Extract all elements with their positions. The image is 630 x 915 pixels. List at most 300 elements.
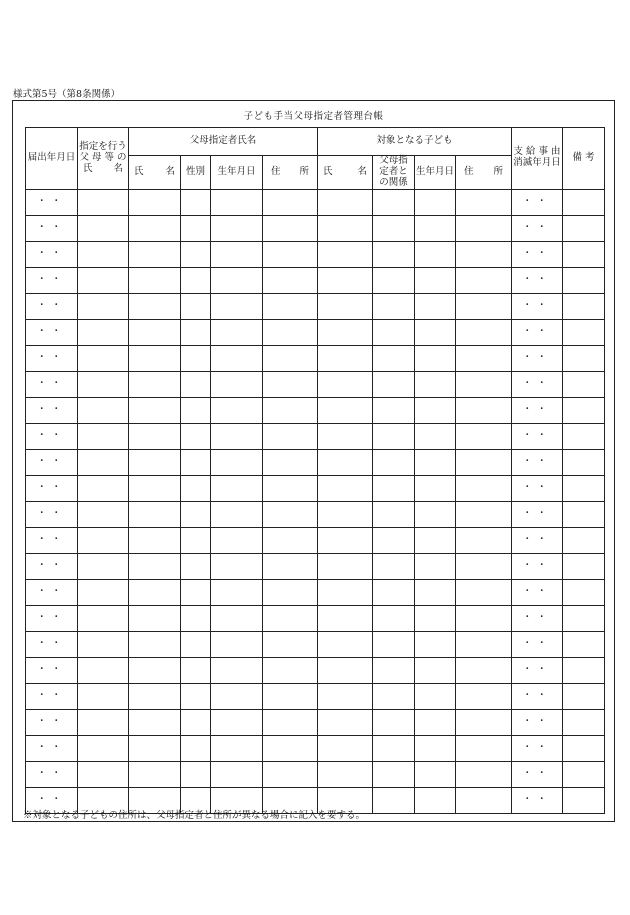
ledger-cell[interactable] (129, 631, 181, 657)
ledger-cell[interactable] (563, 501, 605, 527)
ledger-cell[interactable] (373, 267, 415, 293)
ledger-cell[interactable] (415, 397, 456, 423)
header-designee-address-b: 所 (299, 165, 309, 177)
header-designee-address (263, 156, 318, 190)
ledger-cell[interactable] (563, 631, 605, 657)
ledger-cell[interactable] (563, 787, 605, 813)
ledger-cell[interactable] (456, 787, 512, 813)
ledger-cell[interactable] (78, 397, 129, 423)
ledger-cell[interactable] (563, 189, 605, 215)
ledger-cell[interactable] (373, 215, 415, 241)
ledger-cell[interactable] (181, 553, 211, 579)
ledger-cell[interactable] (211, 553, 263, 579)
notification-date-cell[interactable]: ・・ (26, 709, 78, 735)
notification-date-cell[interactable]: ・・ (26, 371, 78, 397)
reason-date-cell[interactable]: ・・ (512, 371, 563, 397)
ledger-cell[interactable] (456, 215, 512, 241)
header-reason-line2: 消滅年月日 (513, 157, 561, 169)
notification-date-cell[interactable]: ・・ (26, 787, 78, 813)
ledger-cell[interactable] (373, 319, 415, 345)
ledger-cell[interactable] (181, 345, 211, 371)
ledger-cell[interactable] (211, 397, 263, 423)
ledger-cell[interactable] (211, 631, 263, 657)
ledger-cell[interactable] (373, 293, 415, 319)
ledger-cell[interactable] (211, 527, 263, 553)
ledger-cell[interactable] (78, 579, 129, 605)
ledger-cell[interactable] (563, 215, 605, 241)
reason-date-cell[interactable]: ・・ (512, 709, 563, 735)
ledger-cell[interactable] (263, 605, 318, 631)
ledger-cell[interactable] (129, 371, 181, 397)
ledger-cell[interactable] (211, 189, 263, 215)
ledger-cell[interactable] (211, 735, 263, 761)
ledger-cell[interactable] (318, 345, 373, 371)
ledger-cell[interactable] (263, 657, 318, 683)
notification-date-cell[interactable]: ・・ (26, 527, 78, 553)
ledger-cell[interactable] (78, 241, 129, 267)
ledger-cell[interactable] (181, 241, 211, 267)
notification-date-cell[interactable]: ・・ (26, 319, 78, 345)
ledger-cell[interactable] (415, 605, 456, 631)
ledger-cell[interactable] (263, 215, 318, 241)
ledger-cell[interactable] (78, 605, 129, 631)
ledger-cell[interactable] (211, 475, 263, 501)
ledger-cell[interactable] (456, 397, 512, 423)
ledger-cell[interactable] (373, 631, 415, 657)
ledger-cell[interactable] (373, 761, 415, 787)
ledger-cell[interactable] (78, 449, 129, 475)
notification-date-cell[interactable]: ・・ (26, 423, 78, 449)
ledger-cell[interactable] (563, 735, 605, 761)
ledger-cell[interactable] (78, 527, 129, 553)
ledger-cell[interactable] (78, 293, 129, 319)
ledger-cell[interactable] (129, 605, 181, 631)
ledger-cell[interactable] (415, 683, 456, 709)
ledger-cell[interactable] (78, 423, 129, 449)
ledger-cell[interactable] (263, 709, 318, 735)
ledger-row (26, 579, 605, 605)
ledger-cell[interactable] (129, 527, 181, 553)
ledger-cell[interactable] (373, 787, 415, 813)
ledger-row (26, 319, 605, 345)
ledger-cell[interactable] (563, 293, 605, 319)
ledger-row (26, 631, 605, 657)
header-child-relation (373, 156, 415, 190)
ledger-cell[interactable] (373, 241, 415, 267)
ledger-cell[interactable] (563, 579, 605, 605)
ledger-cell[interactable] (129, 761, 181, 787)
ledger-cell[interactable] (318, 579, 373, 605)
ledger-cell[interactable] (78, 709, 129, 735)
ledger-cell[interactable] (563, 423, 605, 449)
ledger-cell[interactable] (415, 527, 456, 553)
ledger-cell[interactable] (415, 241, 456, 267)
ledger-cell[interactable] (78, 761, 129, 787)
ledger-cell[interactable] (78, 189, 129, 215)
ledger-cell[interactable] (211, 215, 263, 241)
reason-date-cell[interactable]: ・・ (512, 215, 563, 241)
ledger-cell[interactable] (318, 475, 373, 501)
ledger-cell[interactable] (456, 371, 512, 397)
ledger-cell[interactable] (129, 267, 181, 293)
ledger-cell[interactable] (415, 319, 456, 345)
ledger-cell[interactable] (373, 189, 415, 215)
notification-date-cell[interactable]: ・・ (26, 605, 78, 631)
notification-date-cell[interactable]: ・・ (26, 683, 78, 709)
reason-date-cell[interactable]: ・・ (512, 423, 563, 449)
ledger-cell[interactable] (211, 709, 263, 735)
reason-date-cell[interactable]: ・・ (512, 631, 563, 657)
ledger-cell[interactable] (129, 189, 181, 215)
ledger-cell[interactable] (78, 683, 129, 709)
ledger-cell[interactable] (415, 579, 456, 605)
ledger-cell[interactable] (415, 423, 456, 449)
ledger-cell[interactable] (563, 449, 605, 475)
ledger-cell[interactable] (456, 579, 512, 605)
reason-date-cell[interactable]: ・・ (512, 345, 563, 371)
ledger-cell[interactable] (129, 579, 181, 605)
notification-date-cell[interactable]: ・・ (26, 631, 78, 657)
ledger-cell[interactable] (263, 371, 318, 397)
ledger-cell[interactable] (318, 293, 373, 319)
ledger-cell[interactable] (181, 501, 211, 527)
ledger-cell[interactable] (181, 189, 211, 215)
ledger-cell[interactable] (181, 449, 211, 475)
ledger-cell[interactable] (129, 501, 181, 527)
ledger-cell[interactable] (563, 761, 605, 787)
ledger-cell[interactable] (318, 397, 373, 423)
ledger-cell[interactable] (456, 241, 512, 267)
ledger-cell[interactable] (78, 215, 129, 241)
reason-date-cell[interactable]: ・・ (512, 501, 563, 527)
ledger-cell[interactable] (318, 241, 373, 267)
ledger-cell[interactable] (456, 657, 512, 683)
ledger-cell[interactable] (263, 683, 318, 709)
ledger-cell[interactable] (263, 527, 318, 553)
ledger-cell[interactable] (129, 423, 181, 449)
ledger-cell[interactable] (373, 527, 415, 553)
ledger-cell[interactable] (456, 735, 512, 761)
reason-date-cell[interactable]: ・・ (512, 241, 563, 267)
ledger-cell[interactable] (211, 345, 263, 371)
ledger-cell[interactable] (318, 631, 373, 657)
ledger-cell[interactable] (263, 293, 318, 319)
reason-date-cell[interactable]: ・・ (512, 761, 563, 787)
ledger-cell[interactable] (78, 501, 129, 527)
ledger-cell[interactable] (129, 657, 181, 683)
ledger-cell[interactable] (211, 501, 263, 527)
ledger-cell[interactable] (211, 605, 263, 631)
ledger-cell[interactable] (456, 605, 512, 631)
header-remarks: 備 考 (563, 128, 605, 190)
ledger-cell[interactable] (318, 319, 373, 345)
ledger-cell[interactable] (263, 241, 318, 267)
ledger-cell[interactable] (318, 761, 373, 787)
ledger-cell[interactable] (415, 501, 456, 527)
ledger-cell[interactable] (456, 345, 512, 371)
ledger-cell[interactable] (373, 553, 415, 579)
notification-date-cell[interactable]: ・・ (26, 241, 78, 267)
ledger-cell[interactable] (211, 319, 263, 345)
ledger-cell[interactable] (263, 579, 318, 605)
notification-date-cell[interactable]: ・・ (26, 579, 78, 605)
ledger-cell[interactable] (373, 501, 415, 527)
header-designating-parent-line3a: 氏 (83, 162, 93, 174)
ledger-cell[interactable] (563, 371, 605, 397)
ledger-cell[interactable] (211, 267, 263, 293)
notification-date-cell[interactable]: ・・ (26, 735, 78, 761)
header-designee-address-a: 住 (271, 165, 281, 177)
ledger-cell[interactable] (318, 683, 373, 709)
ledger-cell[interactable] (563, 553, 605, 579)
ledger-cell[interactable] (181, 397, 211, 423)
ledger-cell[interactable] (318, 501, 373, 527)
ledger-cell[interactable] (78, 657, 129, 683)
ledger-cell[interactable] (373, 657, 415, 683)
ledger-cell[interactable] (263, 553, 318, 579)
ledger-cell[interactable] (456, 423, 512, 449)
reason-date-cell[interactable]: ・・ (512, 293, 563, 319)
header-child-address-b: 所 (493, 165, 503, 177)
notification-date-cell[interactable]: ・・ (26, 189, 78, 215)
ledger-cell[interactable] (563, 605, 605, 631)
header-designee-name-b: 名 (165, 165, 175, 177)
notification-date-cell[interactable]: ・・ (26, 657, 78, 683)
ledger-cell[interactable] (415, 449, 456, 475)
ledger-cell[interactable] (263, 319, 318, 345)
ledger-cell[interactable] (78, 267, 129, 293)
reason-date-cell[interactable]: ・・ (512, 735, 563, 761)
ledger-cell[interactable] (78, 371, 129, 397)
notification-date-cell[interactable]: ・・ (26, 397, 78, 423)
ledger-cell[interactable] (318, 215, 373, 241)
ledger-cell[interactable] (181, 293, 211, 319)
ledger-cell[interactable] (373, 709, 415, 735)
ledger-cell[interactable] (456, 709, 512, 735)
ledger-cell[interactable] (318, 527, 373, 553)
ledger-cell[interactable] (129, 449, 181, 475)
ledger-cell[interactable] (211, 241, 263, 267)
ledger-cell[interactable] (318, 735, 373, 761)
ledger-cell[interactable] (78, 553, 129, 579)
notification-date-cell[interactable]: ・・ (26, 345, 78, 371)
ledger-cell[interactable] (181, 579, 211, 605)
ledger-cell[interactable] (563, 709, 605, 735)
ledger-cell[interactable] (318, 605, 373, 631)
ledger-cell[interactable] (456, 501, 512, 527)
ledger-cell[interactable] (129, 215, 181, 241)
notification-date-cell[interactable]: ・・ (26, 267, 78, 293)
ledger-cell[interactable] (181, 527, 211, 553)
ledger-cell[interactable] (456, 683, 512, 709)
ledger-cell[interactable] (563, 319, 605, 345)
ledger-cell[interactable] (129, 293, 181, 319)
notification-date-cell[interactable]: ・・ (26, 293, 78, 319)
ledger-cell[interactable] (263, 761, 318, 787)
ledger-cell[interactable] (373, 683, 415, 709)
ledger-cell[interactable] (181, 423, 211, 449)
ledger-cell[interactable] (415, 267, 456, 293)
ledger-cell[interactable] (563, 241, 605, 267)
ledger-cell[interactable] (181, 215, 211, 241)
ledger-row (26, 345, 605, 371)
ledger-cell[interactable] (318, 267, 373, 293)
ledger-cell[interactable] (78, 319, 129, 345)
ledger-cell[interactable] (318, 709, 373, 735)
ledger-cell[interactable] (129, 345, 181, 371)
reason-date-cell[interactable]: ・・ (512, 397, 563, 423)
ledger-cell[interactable] (415, 709, 456, 735)
ledger-cell[interactable] (263, 501, 318, 527)
ledger-cell[interactable] (318, 423, 373, 449)
ledger-cell[interactable] (263, 735, 318, 761)
ledger-cell[interactable] (263, 449, 318, 475)
ledger-row (26, 605, 605, 631)
ledger-cell[interactable] (456, 527, 512, 553)
ledger-cell[interactable] (78, 475, 129, 501)
ledger-cell[interactable] (456, 267, 512, 293)
ledger-cell[interactable] (563, 397, 605, 423)
notification-date-cell[interactable]: ・・ (26, 501, 78, 527)
reason-date-cell[interactable]: ・・ (512, 449, 563, 475)
ledger-cell[interactable] (456, 449, 512, 475)
ledger-cell[interactable] (456, 553, 512, 579)
ledger-cell[interactable] (181, 605, 211, 631)
reason-date-cell[interactable]: ・・ (512, 475, 563, 501)
reason-date-cell[interactable]: ・・ (512, 683, 563, 709)
ledger-cell[interactable] (181, 761, 211, 787)
ledger-cell[interactable] (415, 189, 456, 215)
ledger-cell[interactable] (78, 345, 129, 371)
ledger-cell[interactable] (563, 527, 605, 553)
notification-date-cell[interactable]: ・・ (26, 553, 78, 579)
reason-date-cell[interactable]: ・・ (512, 579, 563, 605)
notification-date-cell[interactable]: ・・ (26, 475, 78, 501)
ledger-cell[interactable] (78, 735, 129, 761)
ledger-cell[interactable] (263, 345, 318, 371)
ledger-row (26, 761, 605, 787)
ledger-cell[interactable] (415, 631, 456, 657)
ledger-cell[interactable] (415, 553, 456, 579)
ledger-cell[interactable] (129, 683, 181, 709)
ledger-cell[interactable] (373, 605, 415, 631)
ledger-cell[interactable] (563, 657, 605, 683)
header-row-1 (26, 128, 605, 156)
ledger-cell[interactable] (415, 787, 456, 813)
header-designating-parent-line1: 指定を行う (79, 141, 127, 152)
ledger-cell[interactable] (415, 345, 456, 371)
ledger-cell[interactable] (456, 475, 512, 501)
ledger-cell[interactable] (129, 709, 181, 735)
ledger-cell[interactable] (211, 657, 263, 683)
ledger-cell[interactable] (318, 553, 373, 579)
ledger-cell[interactable] (181, 319, 211, 345)
reason-date-cell[interactable]: ・・ (512, 657, 563, 683)
ledger-cell[interactable] (373, 579, 415, 605)
ledger-cell[interactable] (181, 267, 211, 293)
reason-date-cell[interactable]: ・・ (512, 189, 563, 215)
notification-date-cell[interactable]: ・・ (26, 215, 78, 241)
ledger-cell[interactable] (211, 293, 263, 319)
ledger-cell[interactable] (263, 267, 318, 293)
footnote: ※対象となる子どもの住所は、父母指定者と住所が異なる場合に記入を要する。 (23, 810, 366, 821)
ledger-cell[interactable] (456, 293, 512, 319)
ledger-cell[interactable] (373, 397, 415, 423)
ledger-cell[interactable] (263, 189, 318, 215)
ledger-cell[interactable] (456, 319, 512, 345)
notification-date-cell[interactable]: ・・ (26, 761, 78, 787)
ledger-cell[interactable] (129, 475, 181, 501)
ledger-cell[interactable] (563, 475, 605, 501)
ledger-cell[interactable] (415, 735, 456, 761)
ledger-cell[interactable] (78, 631, 129, 657)
ledger-cell[interactable] (318, 371, 373, 397)
ledger-cell[interactable] (211, 449, 263, 475)
ledger-cell[interactable] (263, 423, 318, 449)
ledger-cell[interactable] (563, 345, 605, 371)
reason-date-cell[interactable]: ・・ (512, 553, 563, 579)
ledger-cell[interactable] (415, 657, 456, 683)
ledger-cell[interactable] (373, 475, 415, 501)
ledger-cell[interactable] (263, 631, 318, 657)
ledger-cell[interactable] (181, 475, 211, 501)
ledger-cell[interactable] (415, 371, 456, 397)
ledger-cell[interactable] (373, 345, 415, 371)
ledger-cell[interactable] (373, 371, 415, 397)
ledger-cell[interactable] (129, 397, 181, 423)
ledger-cell[interactable] (456, 189, 512, 215)
ledger-cell[interactable] (415, 475, 456, 501)
ledger-cell[interactable] (263, 397, 318, 423)
ledger-cell[interactable] (373, 735, 415, 761)
ledger-cell[interactable] (563, 267, 605, 293)
reason-date-cell[interactable]: ・・ (512, 787, 563, 813)
ledger-cell[interactable] (129, 735, 181, 761)
ledger-cell[interactable] (211, 683, 263, 709)
ledger-cell[interactable] (129, 319, 181, 345)
ledger-cell[interactable] (456, 631, 512, 657)
ledger-cell[interactable] (318, 449, 373, 475)
ledger-cell[interactable] (181, 709, 211, 735)
reason-date-cell[interactable]: ・・ (512, 267, 563, 293)
ledger-cell[interactable] (415, 293, 456, 319)
ledger-cell[interactable] (318, 657, 373, 683)
ledger-cell[interactable] (181, 683, 211, 709)
ledger-cell[interactable] (181, 631, 211, 657)
ledger-cell[interactable] (415, 215, 456, 241)
ledger-cell[interactable] (318, 189, 373, 215)
ledger-cell[interactable] (181, 735, 211, 761)
ledger-cell[interactable] (456, 761, 512, 787)
ledger-cell[interactable] (263, 475, 318, 501)
ledger-cell[interactable] (563, 683, 605, 709)
ledger-cell[interactable] (373, 449, 415, 475)
ledger-cell[interactable] (211, 579, 263, 605)
ledger-cell[interactable] (415, 761, 456, 787)
ledger-cell[interactable] (211, 371, 263, 397)
ledger-cell[interactable] (181, 657, 211, 683)
ledger-cell[interactable] (211, 761, 263, 787)
ledger-cell[interactable] (373, 423, 415, 449)
reason-date-cell[interactable]: ・・ (512, 605, 563, 631)
notification-date-cell[interactable]: ・・ (26, 449, 78, 475)
ledger-cell[interactable] (181, 371, 211, 397)
ledger-cell[interactable] (211, 423, 263, 449)
ledger-cell[interactable] (129, 553, 181, 579)
reason-date-cell[interactable]: ・・ (512, 527, 563, 553)
ledger-cell[interactable] (129, 241, 181, 267)
reason-date-cell[interactable]: ・・ (512, 319, 563, 345)
